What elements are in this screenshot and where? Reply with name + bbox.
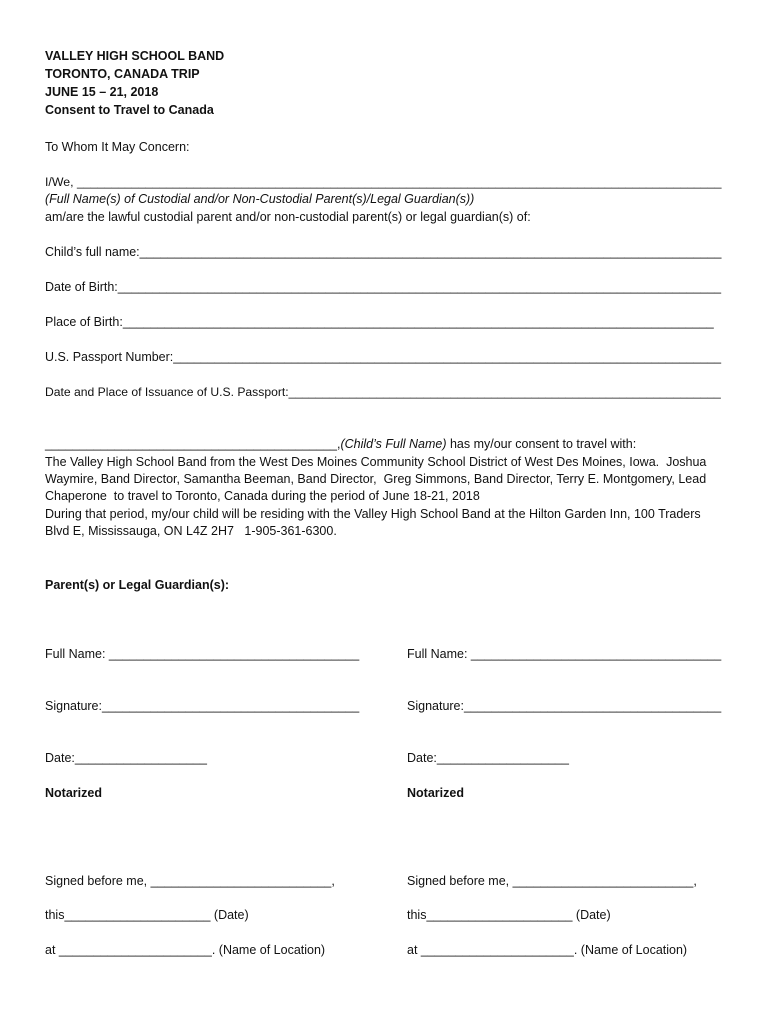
- guardian1-signed-before-field[interactable]: Signed before me, __________________________,: [45, 874, 335, 888]
- date-of-birth-field[interactable]: Date of Birth:_______________________________________________________________________________________: [45, 280, 722, 294]
- consent-paragraph-line: Chaperone to travel to Toronto, Canada during the period of June 18-21, 2018: [45, 489, 480, 503]
- guardian1-full-name-field[interactable]: Full Name: ____________________________________: [45, 647, 360, 661]
- consent-tail: has my/our consent to travel with:: [446, 437, 637, 451]
- guardian2-signature-field[interactable]: Signature:_____________________________________: [407, 699, 722, 713]
- consent-paragraph-line: During that period, my/our child will be residing with the Valley High School Band at the Hilton Garden Inn, 100 Traders: [45, 507, 701, 521]
- place-of-birth-field[interactable]: Place of Birth:_____________________________________________________________________________________: [45, 315, 714, 329]
- consent-paragraph-line: The Valley High School Band from the West Des Moines Community School District of West Des Moines, Iowa. Joshua: [45, 455, 707, 469]
- guardian2-signed-before-field[interactable]: Signed before me, __________________________,: [407, 874, 697, 888]
- guardian1-location-field[interactable]: at ______________________. (Name of Location): [45, 943, 326, 957]
- guardian1-signature-field[interactable]: Signature:_____________________________________: [45, 699, 360, 713]
- guardian-heading: Parent(s) or Legal Guardian(s):: [45, 578, 230, 592]
- header-title: VALLEY HIGH SCHOOL BAND: [45, 49, 225, 63]
- guardian2-date-field[interactable]: Date:___________________: [407, 751, 569, 765]
- consent-line: [45, 436, 636, 453]
- consent-child-blank[interactable]: __________________________________________,: [45, 437, 341, 451]
- consent-paragraph-line: Blvd E, Mississauga, ON L4Z 2H7 1-905-361-6300.: [45, 524, 337, 538]
- guardian2-full-name-field[interactable]: Full Name: ____________________________________: [407, 647, 722, 661]
- parent-name-label: I/We,: [45, 175, 77, 189]
- child-name-field[interactable]: Child’s full name:____________________________________________________________________________________: [45, 245, 722, 259]
- custody-statement: am/are the lawful custodial parent and/or non-custodial parent(s) or legal guardian(s) of:: [45, 210, 531, 224]
- guardian1-date-field[interactable]: Date:___________________: [45, 751, 207, 765]
- consent-paragraph-line: Waymire, Band Director, Samantha Beeman, Band Director, Greg Simmons, Band Director, Terry E. Montgomery, Lead: [45, 472, 707, 486]
- parent-name-caption: (Full Name(s) of Custodial and/or Non-Custodial Parent(s)/Legal Guardian(s)): [45, 192, 475, 206]
- header-trip: TORONTO, CANADA TRIP: [45, 67, 200, 81]
- guardian2-notarized-label: Notarized: [407, 786, 464, 800]
- consent-child-caption: (Child’s Full Name): [340, 437, 447, 451]
- salutation: To Whom It May Concern:: [45, 140, 190, 154]
- form-title: Consent to Travel to Canada: [45, 103, 214, 117]
- parent-name-blank[interactable]: ______________________________________________________________________________________________: [76, 175, 722, 189]
- guardian1-notarized-label: Notarized: [45, 786, 102, 800]
- passport-issuance-field[interactable]: Date and Place of Issuance of U.S. Passport:________________________________________________________________: [45, 385, 721, 399]
- parent-name-field[interactable]: [45, 174, 721, 191]
- header-dates: JUNE 15 – 21, 2018: [45, 85, 159, 99]
- guardian2-notary-date-field[interactable]: this_____________________ (Date): [407, 908, 611, 922]
- guardian2-location-field[interactable]: at ______________________. (Name of Location): [407, 943, 688, 957]
- guardian1-notary-date-field[interactable]: this_____________________ (Date): [45, 908, 249, 922]
- passport-number-field[interactable]: U.S. Passport Number:_______________________________________________________________________________: [45, 350, 722, 364]
